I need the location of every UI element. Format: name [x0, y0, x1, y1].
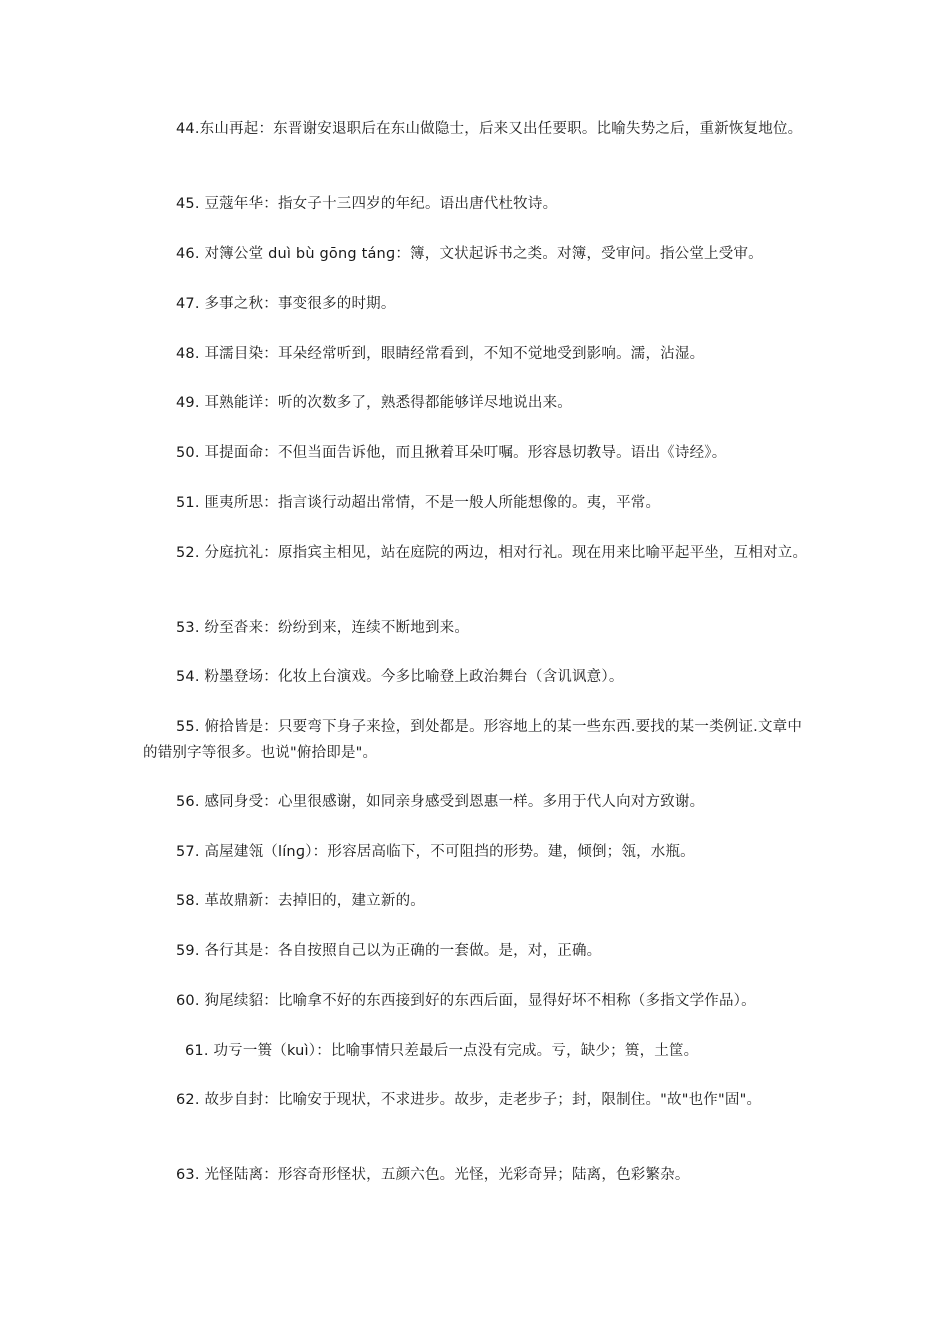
idiom-entry-56: 56. 感同身受：心里很感谢，如同亲身感受到恩惠一样。多用于代人向对方致谢。	[176, 794, 705, 810]
idiom-entry-57: 57. 高屋建瓴（línɡ）：形容居高临下，不可阻挡的形势。建，倾倒；瓴，水瓶。	[176, 844, 695, 860]
idiom-entry-47: 47. 多事之秋：事变很多的时期。	[176, 296, 396, 312]
idiom-entry-49: 49. 耳熟能详：听的次数多了，熟悉得都能够详尽地说出来。	[176, 395, 572, 411]
idiom-entry-48: 48. 耳濡目染：耳朵经常听到，眼睛经常看到，不知不觉地受到影响。濡，沾湿。	[176, 346, 705, 362]
idiom-entry-45: 45. 豆蔻年华：指女子十三四岁的年纪。语出唐代杜牧诗。	[176, 196, 558, 212]
idiom-entry-58: 58. 革故鼎新：去掉旧的，建立新的。	[176, 893, 425, 909]
idiom-entry-54: 54. 粉墨登场：化妆上台演戏。今多比喻登上政治舞台（含讥讽意）。	[176, 669, 624, 685]
idiom-entry-60: 60. 狗尾续貂：比喻拿不好的东西接到好的东西后面，显得好坏不相称（多指文学作品）。	[176, 993, 756, 1009]
idiom-entry-51: 51. 匪夷所思：指言谈行动超出常情，不是一般人所能想像的。夷，平常。	[176, 495, 661, 511]
idiom-entry-44: 44.东山再起：东晋谢安退职后在东山做隐士，后来又出任要职。比喻失势之后，重新恢复地位。	[176, 121, 803, 137]
idiom-entry-62: 62. 故步自封：比喻安于现状，不求进步。故步，走老步子；封，限制住。"故"也作"固"。	[176, 1092, 762, 1108]
idiom-entry-63: 63. 光怪陆离：形容奇形怪状，五颜六色。光怪，光彩奇异；陆离，色彩繁杂。	[176, 1167, 690, 1183]
idiom-entry-55: 55. 俯拾皆是：只要弯下身子来捡，到处都是。形容地上的某一些东西.要找的某一类例证.文章中的错别字等很多。也说"俯拾即是"。	[143, 719, 803, 761]
idiom-entry-59: 59. 各行其是：各自按照自己以为正确的一套做。是，对，正确。	[176, 943, 602, 959]
idiom-entry-61: 61. 功亏一篑（kuì）：比喻事情只差最后一点没有完成。亏，缺少；篑，土筐。	[185, 1043, 699, 1059]
idiom-entry-53: 53. 纷至沓来：纷纷到来，连续不断地到来。	[176, 620, 470, 636]
idiom-entry-52: 52. 分庭抗礼：原指宾主相见，站在庭院的两边，相对行礼。现在用来比喻平起平坐，互相对立。	[176, 545, 808, 561]
idiom-entry-50: 50. 耳提面命：不但当面告诉他，而且揪着耳朵叮嘱。形容恳切教导。语出《诗经》。	[176, 445, 727, 461]
idiom-entry-46: 46. 对簿公堂 duì bù gōng tánɡ：簿，文状起诉书之类。对簿，受审问。指公堂上受审。	[176, 246, 763, 262]
